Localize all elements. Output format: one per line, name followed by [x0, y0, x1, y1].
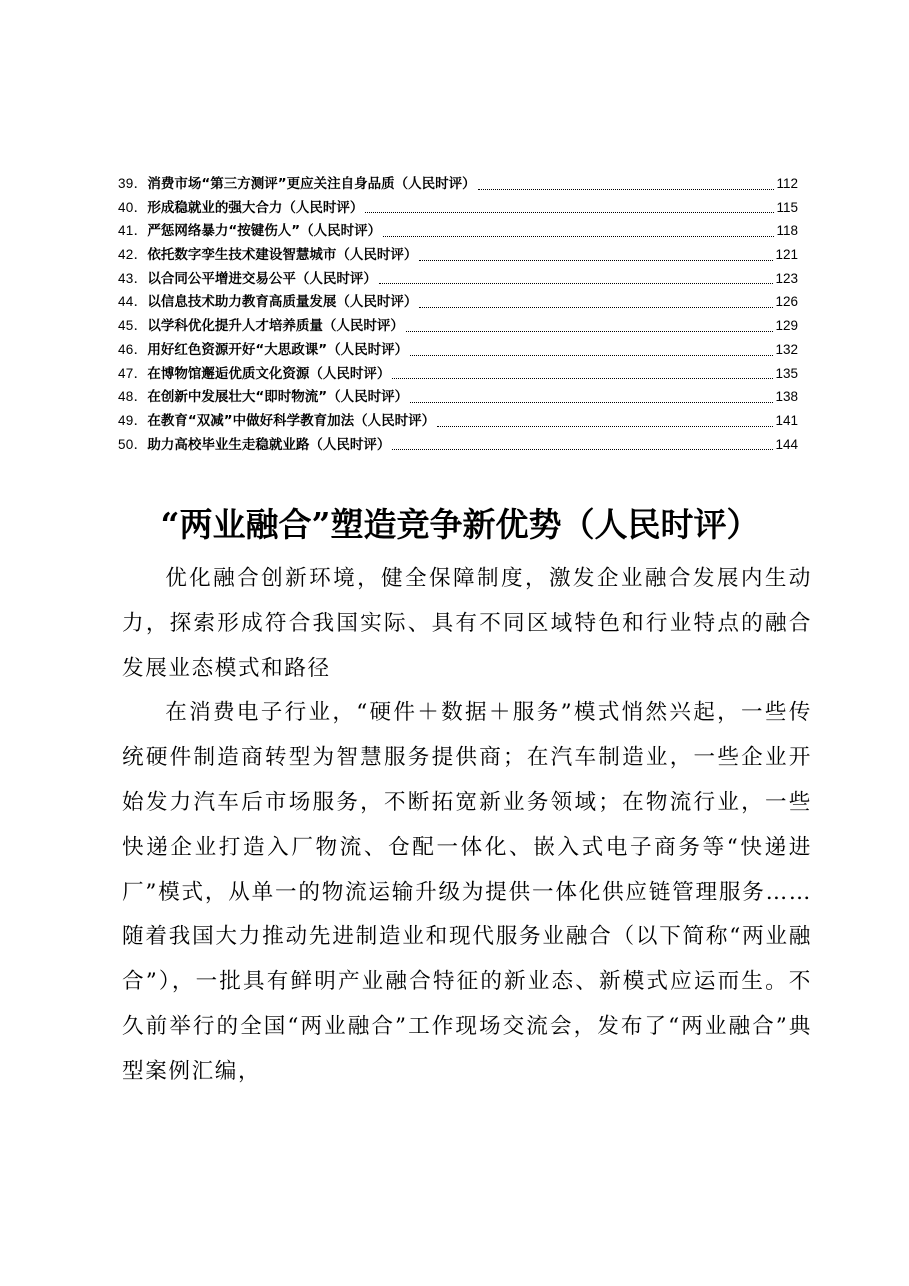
toc-leader-dots	[379, 282, 774, 284]
toc-page-number: 129	[775, 318, 798, 334]
toc-entry[interactable]	[118, 243, 798, 267]
toc-number: 42．	[118, 247, 148, 263]
toc-entry[interactable]	[118, 433, 798, 457]
toc-leader-dots	[478, 188, 775, 190]
table-of-contents	[118, 172, 798, 456]
toc-number: 46．	[118, 341, 148, 357]
toc-leader-dots	[437, 425, 773, 427]
toc-entry[interactable]	[118, 290, 798, 314]
toc-page-number: 121	[775, 247, 798, 263]
toc-leader-dots	[419, 259, 773, 261]
toc-title: 以信息技术助力教育高质量发展（人民时评）	[147, 294, 418, 311]
toc-number: 39．	[118, 176, 148, 191]
toc-page-number: 138	[775, 389, 798, 405]
body-paragraph: 优化融合创新环境，健全保障制度，激发企业融合发展内生动力，探索形成符合我国实际、具有不同区域特色和行业特点的融合发展业态模式和路径	[122, 566, 812, 681]
toc-title: 严惩网络暴力“按键伤人”（人民时评）	[147, 223, 382, 240]
article-title: “两业融合”塑造竞争新优势（人民时评）	[160, 505, 760, 545]
toc-number: 48．	[118, 389, 148, 405]
toc-title: 形成稳就业的强大合力（人民时评）	[147, 199, 364, 216]
body-paragraph: 在消费电子行业，“硬件＋数据＋服务”模式悄然兴起，一些传统硬件制造商转型为智慧服务提供商；在汽车制造业，一些企业开始发力汽车后市场服务，不断拓宽新业务领域；在物流行业，一些快递企业打造入厂物流、仓配一体化、嵌入式电子商务等“快递进厂”模式，从单一的物流运输升级为提供一体化供应链管理服务……随着我国大力推动先进制造业和现代服务业融合（以下简称“两业融合”），一批具有鲜明产业融合特征的新业态、新模式应运而生。不久前举行的全国“两业融合”工作现场交流会，发布了“两业融合”典型案例汇编，	[122, 700, 812, 1084]
toc-entry[interactable]	[118, 338, 798, 362]
toc-page-number: 123	[775, 270, 798, 286]
toc-page-number: 112	[776, 176, 798, 191]
toc-entry[interactable]	[118, 385, 798, 409]
toc-number: 44．	[118, 294, 148, 310]
toc-page-number: 126	[775, 294, 798, 310]
toc-entry[interactable]	[118, 196, 798, 220]
toc-leader-dots	[419, 306, 773, 308]
toc-leader-dots	[410, 401, 773, 403]
toc-leader-dots	[392, 448, 773, 450]
toc-title: 助力高校毕业生走稳就业路（人民时评）	[147, 436, 391, 453]
toc-leader-dots	[392, 377, 773, 379]
toc-number: 45．	[118, 318, 148, 334]
toc-entry[interactable]	[118, 267, 798, 291]
toc-leader-dots	[365, 211, 774, 213]
toc-number: 49．	[118, 412, 148, 428]
article-body	[122, 557, 812, 1095]
toc-title: 消费市场“第三方测评”更应关注自身品质（人民时评）	[147, 176, 476, 192]
toc-number: 43．	[118, 270, 148, 286]
toc-title: 以合同公平增进交易公平（人民时评）	[147, 270, 377, 287]
toc-page-number: 144	[775, 436, 798, 452]
toc-page-number: 132	[775, 341, 798, 357]
toc-number: 47．	[118, 365, 148, 381]
toc-title: 以学科优化提升人才培养质量（人民时评）	[147, 318, 404, 335]
toc-title: 在创新中发展壮大“即时物流”（人民时评）	[147, 389, 409, 406]
toc-entry[interactable]	[118, 172, 798, 196]
toc-title: 依托数字孪生技术建设智慧城市（人民时评）	[147, 247, 418, 264]
toc-entry[interactable]	[118, 219, 798, 243]
toc-leader-dots	[383, 235, 774, 237]
toc-number: 50．	[118, 436, 148, 452]
toc-title: 在教育“双减”中做好科学教育加法（人民时评）	[147, 412, 436, 429]
toc-page-number: 118	[776, 223, 798, 239]
toc-page-number: 115	[776, 199, 798, 215]
toc-page-number: 135	[775, 365, 798, 381]
toc-number: 41．	[118, 223, 148, 239]
toc-leader-dots	[410, 354, 773, 356]
toc-leader-dots	[406, 330, 774, 332]
toc-entry[interactable]	[118, 409, 798, 433]
toc-title: 在博物馆邂逅优质文化资源（人民时评）	[147, 365, 391, 382]
toc-number: 40．	[118, 199, 148, 215]
toc-entry[interactable]	[118, 362, 798, 386]
toc-title: 用好红色资源开好“大思政课”（人民时评）	[147, 341, 409, 358]
toc-page-number: 141	[775, 412, 798, 428]
toc-entry[interactable]	[118, 314, 798, 338]
